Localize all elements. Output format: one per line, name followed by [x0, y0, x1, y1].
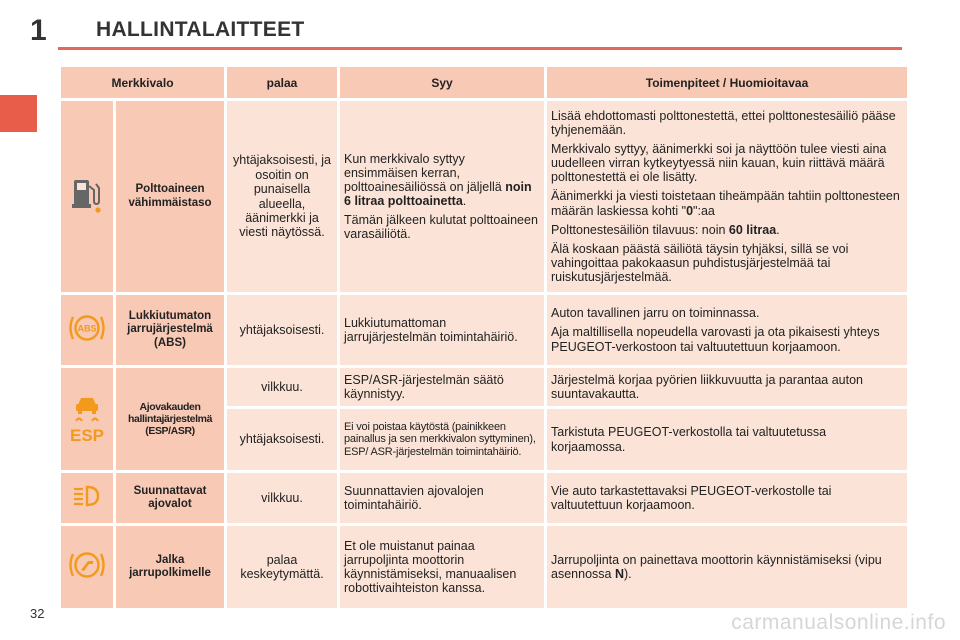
fuel-cause-p1: Kun merkkivalo syttyy ensimmäisen kerran, polttoainesäiliössä on jäljellä noin 6 litraa polttoainetta.: [344, 151, 532, 208]
esp-action-1: Järjestelmä korjaa pyörien liikkuvuutta ja parantaa auton suuntavakautta.: [547, 368, 907, 406]
abs-action: [547, 295, 907, 365]
chapter-tab[interactable]: [0, 95, 37, 132]
abs-name: Lukkiutumaton jarrujärjestelmä (ABS): [116, 295, 224, 365]
fuel-action-p3: Äänimerkki ja viesti toistetaan tiheämpään tahtiin polttonesteen määrän laskiessa kohti "0":aa: [551, 189, 900, 218]
abs-action-p2: Aja maltillisella nopeudella varovasti ja ota pikaisesti yhteys PEUGEOT-verkostoon tai valtuutettuun korjaamoon.: [551, 325, 880, 354]
headlamp-cause: Suunnattavien ajovalojen toimintahäiriö.: [340, 473, 544, 523]
fuel-lit: yhtäjaksoisesti, ja osoitin on punaisella alueella, äänimerkki ja viesti näytössä.: [227, 101, 337, 292]
table-row-abs: [61, 295, 907, 365]
headlamp-action: Vie auto tarkastettavaksi PEUGEOT-verkostolle tai valtuutettuun korjaamoon.: [547, 473, 907, 523]
svg-text:ABS: ABS: [77, 323, 97, 333]
fuel-cause: [340, 101, 544, 292]
brake-pedal-lit: palaa keskeytymättä.: [227, 526, 337, 608]
fuel-action-p2: Merkkivalo syttyy, äänimerkki soi ja näyttöön tulee viesti aina uudelleen virran kytkeytyessä niin kauan, kuin riittävä määrä polttonestettä ei ole lisätty.: [551, 142, 887, 185]
brake-pedal-name: Jalka jarrupolkimelle: [116, 526, 224, 608]
table-row-headlamp: [61, 473, 907, 523]
headlamp-icon: [70, 483, 104, 514]
col-header-action: Toimenpiteet / Huomioitavaa: [547, 67, 907, 98]
abs-lit: yhtäjaksoisesti.: [227, 295, 337, 365]
watermark: carmanualsonline.info: [731, 611, 946, 634]
fuel-action: [547, 101, 907, 292]
page-number: 32: [30, 606, 45, 621]
esp-icon-cell: [61, 368, 113, 470]
fuel-action-p4: Polttonestesäiliön tilavuus: noin 60 litraa.: [551, 222, 780, 237]
fuel-name: Polttoaineen vähimmäistaso: [116, 101, 224, 292]
col-header-cause: Syy: [340, 67, 544, 98]
headlamp-name: Suunnattavat ajovalot: [116, 473, 224, 523]
fuel-cause-p2: Tämän jälkeen kulutat polttoaineen varasäiliötä.: [344, 213, 538, 242]
col-header-lit: palaa: [227, 67, 337, 98]
brake-pedal-action: Jarrupoljinta on painettava moottorin käynnistämiseksi (vipu asennossa N).: [547, 526, 907, 608]
abs-action-p1: Auton tavallinen jarru on toiminnassa.: [551, 306, 760, 321]
fuel-pump-icon: [70, 174, 104, 219]
table-row-brake-pedal: [61, 526, 907, 608]
headlamp-icon-cell: [61, 473, 113, 523]
abs-cause: Lukkiutumattoman jarrujärjestelmän toimintahäiriö.: [340, 295, 544, 365]
table-row-fuel: [61, 101, 907, 292]
table-header-row: [61, 67, 907, 98]
brake-pedal-icon: [67, 548, 107, 587]
brake-pedal-cause: Et ole muistanut painaa jarrupoljinta moottorin käynnistämiseksi, manuaalisen robottivaihteiston kanssa.: [340, 526, 544, 608]
esp-lit-1: vilkkuu.: [227, 368, 337, 406]
fuel-action-p1: Lisää ehdottomasti polttonestettä, ettei polttonestesäiliö pääse tyhjenemään.: [551, 108, 896, 137]
esp-icon-text: ESP: [69, 425, 105, 445]
chapter-title: HALLINTALAITTEET: [96, 18, 305, 41]
esp-action-2: Tarkistuta PEUGEOT-verkostolla tai valtuutetussa korjaamossa.: [547, 409, 907, 470]
abs-icon-cell: [61, 295, 113, 365]
title-rule: [58, 47, 902, 50]
chapter-number: 1: [30, 14, 47, 47]
esp-lit-2: yhtäjaksoisesti.: [227, 409, 337, 470]
abs-icon: [67, 311, 107, 350]
esp-cause-2: Ei voi poistaa käytöstä (painikkeen painallus ja sen merkkivalon syttyminen), ESP/ ASR-järjestelmän toimintahäiriö.: [340, 409, 544, 470]
table-row-esp-flashing: [61, 368, 907, 406]
esp-cause-1: ESP/ASR-järjestelmän säätö käynnistyy.: [340, 368, 544, 406]
headlamp-lit: vilkkuu.: [227, 473, 337, 523]
warning-lights-table: [58, 64, 910, 611]
esp-skid-icon: [70, 393, 104, 446]
fuel-icon-cell: [61, 101, 113, 292]
esp-name: Ajovakauden hallintajärjestelmä (ESP/ASR): [116, 368, 224, 470]
brake-pedal-icon-cell: [61, 526, 113, 608]
fuel-action-p5: Älä koskaan päästä säiliötä täysin tyhjäksi, sillä se voi vahingoittaa pakokaasun puhdistusjärjestelmää tai ruiskutusjärjestelmää.: [551, 241, 849, 285]
col-header-warning-light: Merkkivalo: [61, 67, 224, 98]
